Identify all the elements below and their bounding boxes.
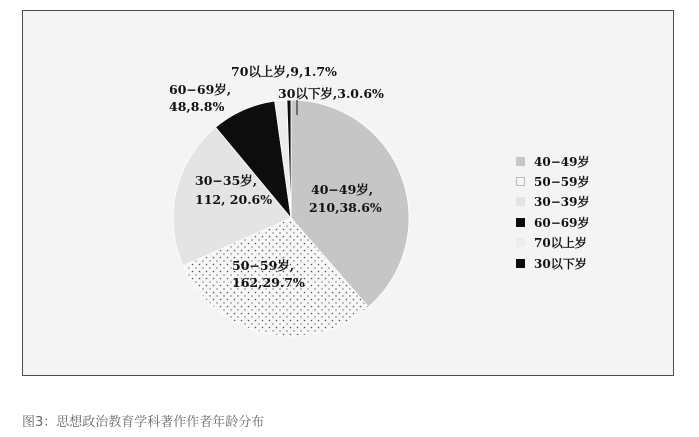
legend-item-60-69 bbox=[516, 212, 589, 232]
legend-item-40-49 bbox=[516, 151, 589, 171]
slice-label-30-35-l1: 30−35岁, bbox=[195, 173, 258, 188]
legend-label-40-49: 40−49岁 bbox=[534, 154, 590, 169]
legend-label-30-39: 30−39岁 bbox=[534, 195, 590, 210]
legend-label-60-69: 60−69岁 bbox=[534, 215, 590, 230]
pie-slices bbox=[173, 100, 409, 336]
slice-label-60-69-l1: 60−69岁, bbox=[169, 82, 232, 97]
figure-caption: 图3：思想政治教育学科著作作者年龄分布 bbox=[22, 415, 265, 430]
slice-label-70-plus: 70以上岁,9,1.7% bbox=[231, 64, 337, 79]
legend-item-70-plus bbox=[516, 233, 589, 253]
legend-item-30-39 bbox=[516, 192, 589, 212]
legend-swatch-under-30 bbox=[516, 259, 525, 268]
slice-label-40-49-l2: 210,38.6% bbox=[309, 200, 382, 215]
legend-item-50-59 bbox=[516, 171, 589, 191]
legend-swatch-30-39 bbox=[516, 197, 525, 206]
legend-swatch-70-plus bbox=[516, 238, 525, 247]
legend bbox=[516, 151, 589, 273]
slice-label-under-30: 30以下岁,3.0.6% bbox=[278, 86, 384, 101]
legend-swatch-50-59 bbox=[516, 177, 525, 186]
legend-label-70-plus: 70以上岁 bbox=[534, 236, 587, 251]
legend-label-50-59: 50−59岁 bbox=[534, 175, 590, 190]
legend-item-under-30 bbox=[516, 253, 589, 273]
figure-frame bbox=[22, 10, 674, 376]
slice-label-60-69-l2: 48,8.8% bbox=[169, 99, 225, 114]
slice-label-50-59-l1: 50−59岁, bbox=[232, 258, 295, 273]
legend-swatch-40-49 bbox=[516, 157, 525, 166]
slice-label-50-59-l2: 162,29.7% bbox=[232, 275, 305, 290]
legend-swatch-60-69 bbox=[516, 218, 525, 227]
slice-label-40-49-l1: 40−49岁, bbox=[311, 182, 374, 197]
slice-label-30-35-l2: 112, 20.6% bbox=[195, 192, 273, 207]
legend-label-under-30: 30以下岁 bbox=[534, 256, 587, 271]
